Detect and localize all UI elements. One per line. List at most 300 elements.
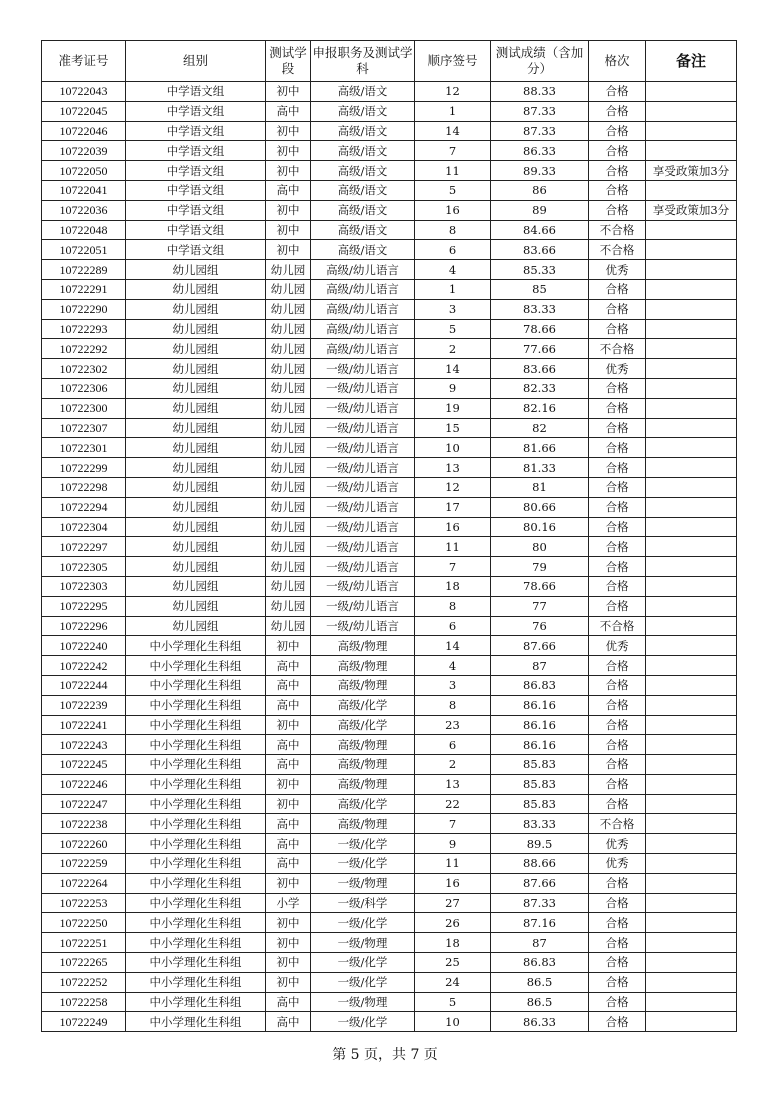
- order-cell: 5: [415, 180, 491, 200]
- header-grade: 格次: [589, 41, 646, 82]
- order-cell: 5: [415, 319, 491, 339]
- order-cell: 18: [415, 576, 491, 596]
- grade-cell: 合格: [589, 557, 646, 577]
- score-cell: 81.33: [491, 458, 589, 478]
- id-cell: 10722251: [42, 933, 126, 953]
- stage-cell: 高中: [266, 675, 311, 695]
- stage-cell: 初中: [266, 240, 311, 260]
- group-cell: 中小学理化生科组: [126, 992, 266, 1012]
- stage-cell: 初中: [266, 161, 311, 181]
- group-cell: 幼儿园组: [126, 596, 266, 616]
- stage-cell: 初中: [266, 953, 311, 973]
- order-cell: 16: [415, 873, 491, 893]
- header-order: 顺序签号: [415, 41, 491, 82]
- id-cell: 10722051: [42, 240, 126, 260]
- table-row: [42, 596, 737, 616]
- score-cell: 85.83: [491, 794, 589, 814]
- subject-cell: 高级/幼儿语言: [311, 299, 415, 319]
- id-cell: 10722302: [42, 359, 126, 379]
- stage-cell: 初中: [266, 913, 311, 933]
- order-cell: 25: [415, 953, 491, 973]
- subject-cell: 一级/化学: [311, 854, 415, 874]
- remark-cell: [646, 715, 737, 735]
- remark-cell: [646, 656, 737, 676]
- remark-cell: [646, 517, 737, 537]
- subject-cell: 一级/幼儿语言: [311, 378, 415, 398]
- stage-cell: 高中: [266, 755, 311, 775]
- order-cell: 14: [415, 636, 491, 656]
- group-cell: 幼儿园组: [126, 418, 266, 438]
- grade-cell: 合格: [589, 180, 646, 200]
- order-cell: 4: [415, 656, 491, 676]
- subject-cell: 一级/化学: [311, 972, 415, 992]
- stage-cell: 幼儿园: [266, 576, 311, 596]
- order-cell: 8: [415, 596, 491, 616]
- stage-cell: 幼儿园: [266, 299, 311, 319]
- remark-cell: [646, 695, 737, 715]
- id-cell: 10722300: [42, 398, 126, 418]
- score-cell: 83.66: [491, 240, 589, 260]
- group-cell: 中小学理化生科组: [126, 893, 266, 913]
- group-cell: 中小学理化生科组: [126, 873, 266, 893]
- id-cell: 10722304: [42, 517, 126, 537]
- table-row: [42, 992, 737, 1012]
- grade-cell: 合格: [589, 695, 646, 715]
- remark-cell: [646, 121, 737, 141]
- stage-cell: 幼儿园: [266, 418, 311, 438]
- id-cell: 10722293: [42, 319, 126, 339]
- stage-cell: 幼儿园: [266, 497, 311, 517]
- score-cell: 88.33: [491, 82, 589, 102]
- remark-cell: [646, 873, 737, 893]
- score-cell: 86.5: [491, 992, 589, 1012]
- id-cell: 10722246: [42, 774, 126, 794]
- grade-cell: 合格: [589, 121, 646, 141]
- id-cell: 10722289: [42, 260, 126, 280]
- id-cell: 10722039: [42, 141, 126, 161]
- subject-cell: 一级/物理: [311, 933, 415, 953]
- id-cell: 10722041: [42, 180, 126, 200]
- id-cell: 10722290: [42, 299, 126, 319]
- table-row: [42, 477, 737, 497]
- table-row: [42, 576, 737, 596]
- remark-cell: [646, 299, 737, 319]
- stage-cell: 初中: [266, 774, 311, 794]
- grade-cell: 合格: [589, 279, 646, 299]
- subject-cell: 一级/化学: [311, 1012, 415, 1032]
- subject-cell: 高级/物理: [311, 735, 415, 755]
- score-cell: 78.66: [491, 319, 589, 339]
- group-cell: 中小学理化生科组: [126, 953, 266, 973]
- table-row: [42, 1012, 737, 1032]
- table-row: [42, 774, 737, 794]
- id-cell: 10722258: [42, 992, 126, 1012]
- header-stage: 测试学段: [266, 41, 311, 82]
- stage-cell: 初中: [266, 220, 311, 240]
- score-cell: 83.66: [491, 359, 589, 379]
- subject-cell: 高级/物理: [311, 755, 415, 775]
- id-cell: 10722291: [42, 279, 126, 299]
- order-cell: 15: [415, 418, 491, 438]
- stage-cell: 幼儿园: [266, 616, 311, 636]
- id-cell: 10722294: [42, 497, 126, 517]
- stage-cell: 初中: [266, 933, 311, 953]
- grade-cell: 合格: [589, 438, 646, 458]
- stage-cell: 高中: [266, 1012, 311, 1032]
- table-row: [42, 260, 737, 280]
- score-cell: 87.33: [491, 101, 589, 121]
- score-cell: 89.5: [491, 834, 589, 854]
- stage-cell: 初中: [266, 121, 311, 141]
- table-row: [42, 834, 737, 854]
- remark-cell: [646, 359, 737, 379]
- order-cell: 16: [415, 200, 491, 220]
- grade-cell: 合格: [589, 735, 646, 755]
- stage-cell: 高中: [266, 101, 311, 121]
- group-cell: 幼儿园组: [126, 557, 266, 577]
- order-cell: 7: [415, 814, 491, 834]
- group-cell: 中学语文组: [126, 141, 266, 161]
- score-cell: 85.83: [491, 755, 589, 775]
- table-row: [42, 735, 737, 755]
- stage-cell: 幼儿园: [266, 517, 311, 537]
- subject-cell: 高级/语文: [311, 121, 415, 141]
- score-cell: 77.66: [491, 339, 589, 359]
- score-cell: 79: [491, 557, 589, 577]
- group-cell: 幼儿园组: [126, 279, 266, 299]
- score-cell: 82.16: [491, 398, 589, 418]
- grade-cell: 合格: [589, 418, 646, 438]
- remark-cell: [646, 438, 737, 458]
- order-cell: 1: [415, 101, 491, 121]
- grade-cell: 合格: [589, 675, 646, 695]
- remark-cell: 享受政策加3分: [646, 161, 737, 181]
- table-row: [42, 141, 737, 161]
- id-cell: 10722264: [42, 873, 126, 893]
- header-subject: 申报职务及测试学科: [311, 41, 415, 82]
- grade-cell: 不合格: [589, 814, 646, 834]
- order-cell: 18: [415, 933, 491, 953]
- header-row: [42, 41, 737, 82]
- table-row: [42, 616, 737, 636]
- table-row: [42, 299, 737, 319]
- grade-cell: 合格: [589, 458, 646, 478]
- stage-cell: 幼儿园: [266, 458, 311, 478]
- score-cell: 87: [491, 656, 589, 676]
- page-footer: 第 5 页，共 7 页: [332, 1047, 438, 1063]
- table-row: [42, 339, 737, 359]
- order-cell: 5: [415, 992, 491, 1012]
- header-score: 测试成绩（含加分）: [491, 41, 589, 82]
- order-cell: 7: [415, 141, 491, 161]
- subject-cell: 高级/物理: [311, 656, 415, 676]
- group-cell: 中小学理化生科组: [126, 636, 266, 656]
- remark-cell: [646, 1012, 737, 1032]
- grade-cell: 合格: [589, 755, 646, 775]
- subject-cell: 高级/语文: [311, 180, 415, 200]
- remark-cell: [646, 279, 737, 299]
- subject-cell: 一级/物理: [311, 873, 415, 893]
- group-cell: 中小学理化生科组: [126, 774, 266, 794]
- table-row: [42, 695, 737, 715]
- stage-cell: 初中: [266, 82, 311, 102]
- score-cell: 80: [491, 537, 589, 557]
- order-cell: 9: [415, 378, 491, 398]
- grade-cell: 优秀: [589, 260, 646, 280]
- group-cell: 中小学理化生科组: [126, 933, 266, 953]
- group-cell: 幼儿园组: [126, 319, 266, 339]
- grade-cell: 不合格: [589, 240, 646, 260]
- table-row: [42, 537, 737, 557]
- order-cell: 6: [415, 240, 491, 260]
- table-row: [42, 636, 737, 656]
- stage-cell: 初中: [266, 972, 311, 992]
- table-row: [42, 873, 737, 893]
- id-cell: 10722238: [42, 814, 126, 834]
- order-cell: 14: [415, 359, 491, 379]
- subject-cell: 一级/幼儿语言: [311, 616, 415, 636]
- group-cell: 中小学理化生科组: [126, 735, 266, 755]
- grade-cell: 合格: [589, 378, 646, 398]
- remark-cell: [646, 319, 737, 339]
- table-row: [42, 933, 737, 953]
- table-row: [42, 675, 737, 695]
- order-cell: 8: [415, 220, 491, 240]
- id-cell: 10722250: [42, 913, 126, 933]
- score-cell: 89.33: [491, 161, 589, 181]
- results-body: [42, 82, 737, 1032]
- id-cell: 10722252: [42, 972, 126, 992]
- remark-cell: [646, 735, 737, 755]
- stage-cell: 高中: [266, 992, 311, 1012]
- score-cell: 86.16: [491, 735, 589, 755]
- remark-cell: [646, 893, 737, 913]
- table-row: [42, 517, 737, 537]
- id-cell: 10722050: [42, 161, 126, 181]
- table-row: [42, 953, 737, 973]
- score-cell: 86.83: [491, 953, 589, 973]
- remark-cell: [646, 537, 737, 557]
- id-cell: 10722243: [42, 735, 126, 755]
- stage-cell: 高中: [266, 834, 311, 854]
- grade-cell: 优秀: [589, 359, 646, 379]
- score-cell: 82.33: [491, 378, 589, 398]
- order-cell: 8: [415, 695, 491, 715]
- subject-cell: 一级/化学: [311, 913, 415, 933]
- group-cell: 中小学理化生科组: [126, 854, 266, 874]
- order-cell: 13: [415, 458, 491, 478]
- table-row: [42, 200, 737, 220]
- table-row: [42, 279, 737, 299]
- stage-cell: 高中: [266, 735, 311, 755]
- score-cell: 87.16: [491, 913, 589, 933]
- order-cell: 22: [415, 794, 491, 814]
- grade-cell: 优秀: [589, 854, 646, 874]
- remark-cell: 享受政策加3分: [646, 200, 737, 220]
- grade-cell: 不合格: [589, 339, 646, 359]
- group-cell: 中学语文组: [126, 161, 266, 181]
- group-cell: 幼儿园组: [126, 517, 266, 537]
- remark-cell: [646, 576, 737, 596]
- stage-cell: 初中: [266, 141, 311, 161]
- stage-cell: 高中: [266, 180, 311, 200]
- group-cell: 中小学理化生科组: [126, 715, 266, 735]
- id-cell: 10722239: [42, 695, 126, 715]
- score-cell: 84.66: [491, 220, 589, 240]
- table-row: [42, 220, 737, 240]
- grade-cell: 合格: [589, 161, 646, 181]
- subject-cell: 高级/化学: [311, 695, 415, 715]
- group-cell: 中小学理化生科组: [126, 794, 266, 814]
- remark-cell: [646, 477, 737, 497]
- group-cell: 中小学理化生科组: [126, 695, 266, 715]
- grade-cell: 合格: [589, 398, 646, 418]
- table-row: [42, 755, 737, 775]
- grade-cell: 合格: [589, 477, 646, 497]
- subject-cell: 一级/幼儿语言: [311, 497, 415, 517]
- remark-cell: [646, 458, 737, 478]
- order-cell: 11: [415, 537, 491, 557]
- grade-cell: 合格: [589, 953, 646, 973]
- subject-cell: 高级/物理: [311, 774, 415, 794]
- stage-cell: 幼儿园: [266, 398, 311, 418]
- grade-cell: 优秀: [589, 636, 646, 656]
- table-row: [42, 180, 737, 200]
- order-cell: 12: [415, 477, 491, 497]
- score-cell: 83.33: [491, 814, 589, 834]
- group-cell: 中小学理化生科组: [126, 913, 266, 933]
- subject-cell: 一级/幼儿语言: [311, 477, 415, 497]
- stage-cell: 幼儿园: [266, 477, 311, 497]
- score-cell: 76: [491, 616, 589, 636]
- remark-cell: [646, 794, 737, 814]
- id-cell: 10722240: [42, 636, 126, 656]
- group-cell: 幼儿园组: [126, 477, 266, 497]
- table-row: [42, 101, 737, 121]
- score-cell: 87.66: [491, 636, 589, 656]
- id-cell: 10722043: [42, 82, 126, 102]
- group-cell: 幼儿园组: [126, 576, 266, 596]
- header-group: 组别: [126, 41, 266, 82]
- table-row: [42, 378, 737, 398]
- order-cell: 26: [415, 913, 491, 933]
- order-cell: 10: [415, 1012, 491, 1032]
- group-cell: 幼儿园组: [126, 497, 266, 517]
- group-cell: 中小学理化生科组: [126, 675, 266, 695]
- subject-cell: 一级/幼儿语言: [311, 458, 415, 478]
- id-cell: 10722242: [42, 656, 126, 676]
- results-table: [41, 40, 737, 1032]
- score-cell: 81: [491, 477, 589, 497]
- id-cell: 10722301: [42, 438, 126, 458]
- order-cell: 1: [415, 279, 491, 299]
- group-cell: 幼儿园组: [126, 537, 266, 557]
- table-row: [42, 893, 737, 913]
- order-cell: 4: [415, 260, 491, 280]
- remark-cell: [646, 101, 737, 121]
- subject-cell: 一级/幼儿语言: [311, 517, 415, 537]
- stage-cell: 初中: [266, 200, 311, 220]
- id-cell: 10722307: [42, 418, 126, 438]
- order-cell: 2: [415, 755, 491, 775]
- order-cell: 11: [415, 854, 491, 874]
- stage-cell: 幼儿园: [266, 438, 311, 458]
- subject-cell: 一级/幼儿语言: [311, 537, 415, 557]
- order-cell: 12: [415, 82, 491, 102]
- grade-cell: 合格: [589, 933, 646, 953]
- grade-cell: 合格: [589, 715, 646, 735]
- id-cell: 10722245: [42, 755, 126, 775]
- remark-cell: [646, 774, 737, 794]
- remark-cell: [646, 854, 737, 874]
- grade-cell: 合格: [589, 794, 646, 814]
- stage-cell: 初中: [266, 715, 311, 735]
- grade-cell: 合格: [589, 596, 646, 616]
- stage-cell: 初中: [266, 636, 311, 656]
- id-cell: 10722247: [42, 794, 126, 814]
- id-cell: 10722297: [42, 537, 126, 557]
- stage-cell: 幼儿园: [266, 339, 311, 359]
- group-cell: 幼儿园组: [126, 299, 266, 319]
- grade-cell: 优秀: [589, 834, 646, 854]
- stage-cell: 幼儿园: [266, 378, 311, 398]
- group-cell: 幼儿园组: [126, 359, 266, 379]
- group-cell: 中学语文组: [126, 180, 266, 200]
- order-cell: 7: [415, 557, 491, 577]
- grade-cell: 合格: [589, 972, 646, 992]
- id-cell: 10722295: [42, 596, 126, 616]
- group-cell: 幼儿园组: [126, 378, 266, 398]
- table-row: [42, 82, 737, 102]
- remark-cell: [646, 933, 737, 953]
- score-cell: 87.33: [491, 121, 589, 141]
- score-cell: 87.66: [491, 873, 589, 893]
- table-row: [42, 715, 737, 735]
- group-cell: 中小学理化生科组: [126, 1012, 266, 1032]
- id-cell: 10722260: [42, 834, 126, 854]
- grade-cell: 合格: [589, 82, 646, 102]
- id-cell: 10722045: [42, 101, 126, 121]
- subject-cell: 高级/语文: [311, 200, 415, 220]
- group-cell: 幼儿园组: [126, 398, 266, 418]
- group-cell: 中学语文组: [126, 101, 266, 121]
- table-row: [42, 319, 737, 339]
- subject-cell: 一级/化学: [311, 834, 415, 854]
- order-cell: 23: [415, 715, 491, 735]
- id-cell: 10722048: [42, 220, 126, 240]
- group-cell: 幼儿园组: [126, 339, 266, 359]
- subject-cell: 高级/化学: [311, 715, 415, 735]
- score-cell: 86: [491, 180, 589, 200]
- grade-cell: 不合格: [589, 220, 646, 240]
- table-row: [42, 497, 737, 517]
- remark-cell: [646, 814, 737, 834]
- header-remark: 备注: [646, 41, 737, 82]
- stage-cell: 初中: [266, 794, 311, 814]
- grade-cell: 合格: [589, 299, 646, 319]
- grade-cell: 合格: [589, 1012, 646, 1032]
- order-cell: 3: [415, 675, 491, 695]
- grade-cell: 合格: [589, 873, 646, 893]
- order-cell: 9: [415, 834, 491, 854]
- subject-cell: 高级/化学: [311, 794, 415, 814]
- id-cell: 10722298: [42, 477, 126, 497]
- grade-cell: 合格: [589, 537, 646, 557]
- score-cell: 86.33: [491, 1012, 589, 1032]
- stage-cell: 幼儿园: [266, 260, 311, 280]
- subject-cell: 高级/物理: [311, 675, 415, 695]
- grade-cell: 合格: [589, 200, 646, 220]
